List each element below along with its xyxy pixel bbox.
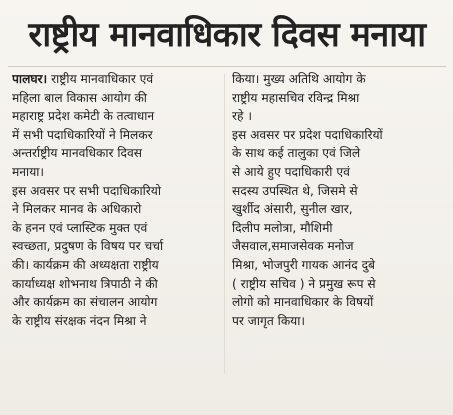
body-line: से आये हुए पदाधिकारी एवं <box>232 164 350 179</box>
body-line: महाराष्ट्र प्रदेश कमेटी के तत्वाधान <box>12 109 155 124</box>
body-line: किया। मुख्य अतिथि आयोग के <box>232 72 366 86</box>
body-text: राष्ट्रीय मानवाधिकार एवं <box>51 72 154 86</box>
body-line: के साथ कई तालुका एवं जिले <box>232 146 361 161</box>
body-line: रहे । <box>232 109 252 124</box>
body-line: मिश्रा, भोजपुरी गायक आनंद दुबे <box>232 257 376 272</box>
body-line: की। कार्यक्रम की अध्यक्षता राष्ट्रीय <box>12 257 159 272</box>
body-line: महिला बाल विकास आयोग की <box>12 90 147 105</box>
headline-divider <box>8 66 446 67</box>
left-column <box>12 70 222 330</box>
body-line: खुर्शीद अंसारी, सुनील खार, <box>232 202 353 217</box>
body-line: इस अवसर पर प्रदेश पदाधिकारियों <box>232 127 383 142</box>
body-line: और कार्यक्रम का संचालन आयोग <box>12 295 158 310</box>
dateline: पालघर। <box>12 72 48 86</box>
body-line: इस अवसर पर सभी पदाधिकारियो <box>12 183 161 198</box>
body-line: सदस्य उपस्थित थे, जिसमे से <box>232 183 358 198</box>
body-line <box>12 70 222 89</box>
body-line: के राष्ट्रीय संरक्षक नंदन मिश्रा ने <box>12 313 147 328</box>
body-line: लोगो को मानवाधिकार के विषयों <box>232 295 374 310</box>
body-line: के हनन एवं प्लास्टिक मुक्त एवं <box>12 220 148 235</box>
body-line: दिलीप मलोत्रा, मौशिमी <box>232 220 333 235</box>
body-line: स्वच्छता, प्रदुषण के विषय पर चर्चा <box>12 239 164 254</box>
body-line: कार्याध्यक्ष शोभनाथ त्रिपाठी ने की <box>12 276 158 291</box>
body-line: अन्तर्राष्ट्रीय मानवधिकार दिवस <box>12 146 143 161</box>
body-line: मनाया। <box>12 164 45 179</box>
body-line: राष्ट्रीय महासचिव रविन्द्र मिश्रा <box>232 90 360 105</box>
body-line: ने मिलकर मानव के अधिकारो <box>12 202 142 217</box>
body-line: जैसवाल,समाजसेवक मनोज <box>232 239 354 254</box>
body-line: ( राष्ट्रीय सचिव ) ने प्रमुख रूप से <box>232 276 376 291</box>
article-headline: राष्ट्रीय मानवाधिकार दिवस मनाया <box>28 15 426 55</box>
body-line: में सभी पदाधिकारियों ने मिलकर <box>12 127 153 142</box>
body-line: पर जागृत किया। <box>232 313 306 328</box>
right-column <box>232 70 444 330</box>
column-gutter <box>224 74 225 374</box>
